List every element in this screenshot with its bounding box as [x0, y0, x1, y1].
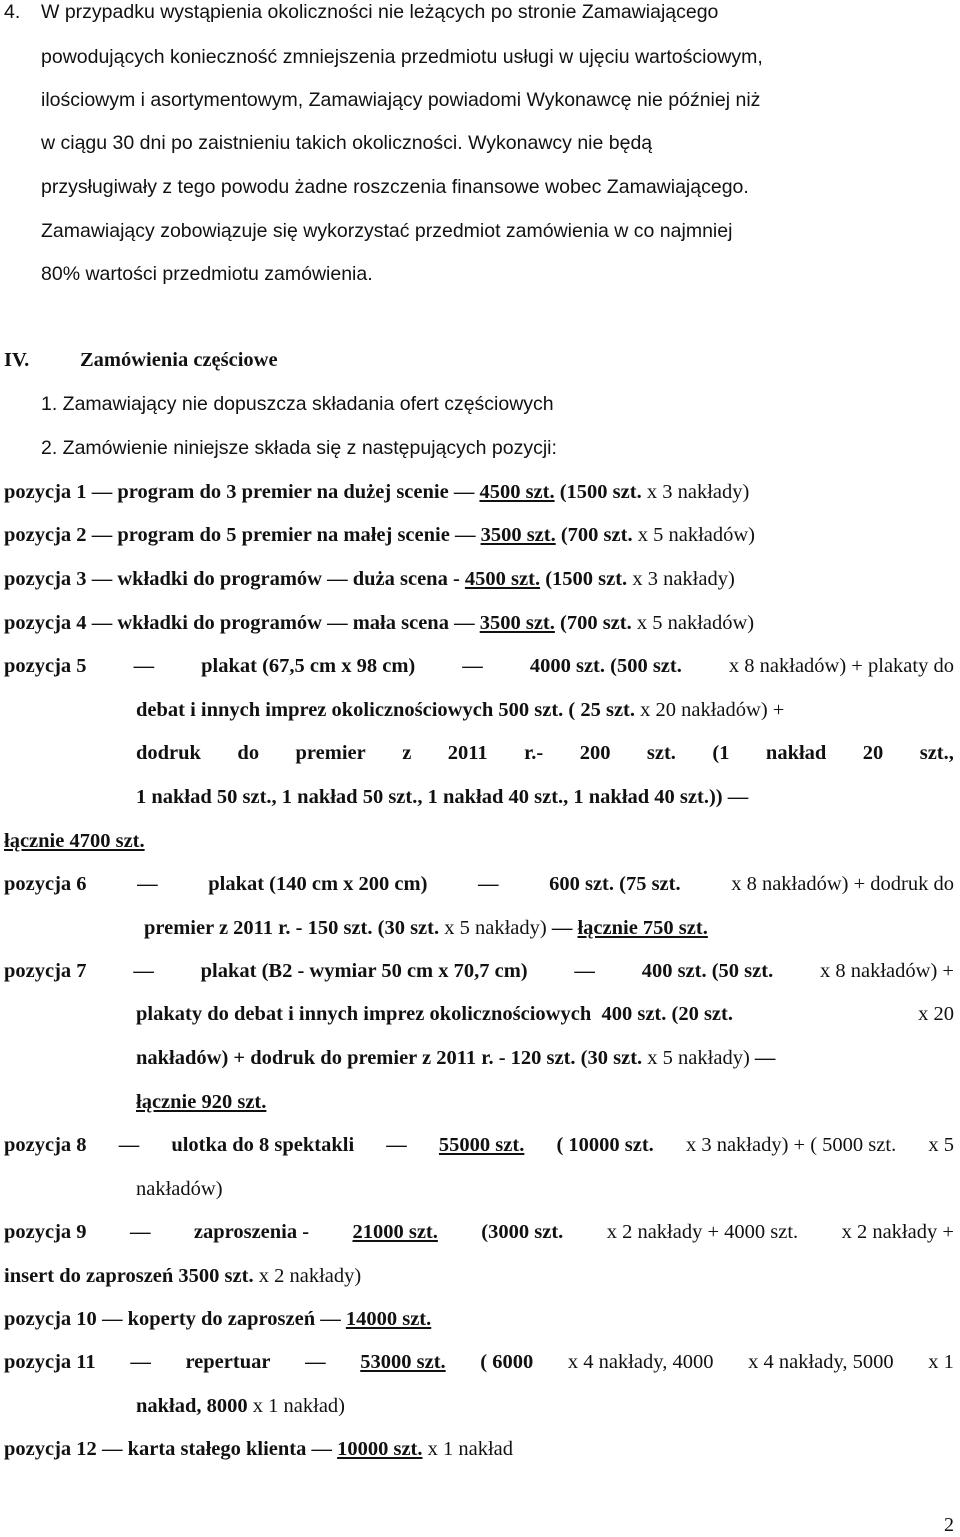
- position-tail: x 8 nakładów) + dodruk do: [731, 873, 954, 895]
- position-9-line-2: [4, 1264, 361, 1288]
- position-label: pozycja 1: [4, 481, 87, 503]
- position-qty: 3500 szt.: [479, 612, 555, 634]
- dash: —: [129, 1221, 151, 1243]
- position-8-line-1: [4, 1133, 954, 1157]
- position-5-total: łącznie 4700 szt.: [4, 830, 145, 852]
- section-iv-title: Zamówienia częściowe: [80, 349, 278, 371]
- position-7-line-2: [136, 1002, 954, 1026]
- section-4-line-3: ilościowym i asortymentowym, Zamawiający powiadomi Wykonawcę nie później niż: [41, 89, 761, 111]
- text-a: plakaty do debat i innych imprez okolicznościowych 400 szt. (20 szt.: [136, 1003, 733, 1025]
- position-mid: duża scena -: [352, 568, 460, 590]
- position-6-line-2: premier z 2011 r. - 150 szt. (30 szt. x 5 nakłady) — łącznie 750 szt.: [144, 917, 708, 939]
- section-4-number: 4.: [4, 1, 21, 23]
- position-mid: mała scena: [352, 612, 449, 634]
- dash: —: [133, 655, 155, 677]
- position-rest: ( 10000 szt.: [556, 1134, 654, 1156]
- position-label: pozycja 2: [4, 524, 87, 546]
- dash: —: [130, 1351, 151, 1373]
- position-qty: 14000 szt.: [345, 1308, 432, 1330]
- position-tail: x 8 nakładów) + plakaty do: [728, 655, 954, 677]
- position-desc: ulotka do 8 spektakli: [171, 1134, 355, 1156]
- position-5-line-2: [136, 698, 784, 722]
- position-5-line-4: 1 nakład 50 szt., 1 nakład 50 szt., 1 nakład 40 szt., 1 nakład 40 szt.)) —: [136, 786, 749, 808]
- position-label: pozycja 5: [4, 655, 87, 677]
- text-a: debat i innych imprez okolicznościowych 500 szt. ( 25: [136, 699, 601, 721]
- position-tail: x 2 nakłady +: [841, 1221, 954, 1243]
- text-a: nakładów) + dodruk do premier z 2011 r. - 120 szt. (30 szt.: [136, 1047, 643, 1069]
- word: (1: [712, 742, 730, 764]
- position-qty: 400 szt. (50 szt.: [641, 960, 774, 982]
- position-rest: (700 szt.: [560, 524, 633, 546]
- position-11-line-2: [136, 1394, 345, 1418]
- section-4-line-6: Zamawiający zobowiązuje się wykorzystać przedmiot zamówienia w co najmniej: [41, 220, 733, 242]
- text-a: x 4 nakłady, 4000: [567, 1351, 714, 1373]
- page-number: 2: [944, 1514, 954, 1536]
- position-label: pozycja 11: [4, 1351, 96, 1373]
- position-rest: ( 6000: [480, 1351, 534, 1373]
- position-qty: 10000 szt.: [337, 1438, 423, 1460]
- text-b: szt.: [605, 699, 635, 721]
- text-b: x 4 nakłady, 5000: [748, 1351, 894, 1373]
- word: dodruk: [136, 742, 201, 764]
- position-mid: x 3 nakłady) + ( 5000 szt.: [685, 1134, 897, 1156]
- section-4-line-1: [41, 0, 952, 24]
- position-qty: 53000 szt.: [360, 1351, 446, 1373]
- position-desc: karta stałego klienta: [127, 1438, 307, 1460]
- position-7-line-3: nakładów) + dodruk do premier z 2011 r. - 120 szt. (30 szt. x 5 nakłady) —: [136, 1047, 776, 1069]
- dash: —: [305, 1351, 326, 1373]
- word: do: [237, 742, 260, 764]
- position-qty: 4000 szt. (500 szt.: [529, 655, 682, 677]
- dash: —: [478, 873, 499, 895]
- text-c: x 20 nakładów) +: [640, 699, 785, 721]
- position-tail: x 8 nakładów) +: [820, 960, 954, 982]
- position-tail: x 5: [928, 1134, 954, 1156]
- position-desc: wkładki do programów: [117, 612, 322, 634]
- word: szt.: [646, 742, 676, 764]
- position-desc: plakat (67,5 cm x 98 cm): [201, 655, 416, 677]
- text-a: nakład, 8000: [136, 1395, 248, 1417]
- position-label: pozycja 10: [4, 1308, 97, 1330]
- word: 200: [579, 742, 611, 764]
- position-tail: x 5 nakładów): [637, 524, 755, 546]
- dash: —: [118, 1134, 140, 1156]
- section-4-line-7: 80% wartości przedmiotu zamówienia.: [41, 263, 373, 285]
- dash: —: [574, 960, 595, 982]
- position-tail: x 3 nakłady): [632, 568, 735, 590]
- position-5-line-1: [4, 654, 954, 678]
- word: r.-: [524, 742, 544, 764]
- word: nakład: [765, 742, 827, 764]
- section-iv-numeral: IV.: [4, 349, 30, 371]
- position-desc: koperty do zaproszeń: [127, 1308, 316, 1330]
- text-a: premier z 2011 r. - 150 szt. (30 szt.: [144, 917, 440, 939]
- section-4-line-2: powodujących konieczność zmniejszenia przedmiotu usługi w ujęciu wartościowym,: [41, 46, 763, 68]
- word: 2011: [447, 742, 488, 764]
- position-tail: x 1 nakład: [427, 1438, 514, 1460]
- position-desc: plakat (B2 - wymiar 50 cm x 70,7 cm): [200, 960, 528, 982]
- position-tail: x 5 nakładów): [636, 612, 755, 634]
- position-3-line: pozycja 3 — wkładki do programów — duża scena - 4500 szt. (1500 szt. x 3 nakłady): [4, 568, 735, 590]
- position-label: pozycja 3: [4, 568, 87, 590]
- position-desc: zaproszenia -: [193, 1221, 310, 1243]
- section-iv-point-2: 2. Zamówienie niniejsze składa się z następujących pozycji:: [41, 437, 557, 459]
- word: premier: [295, 742, 366, 764]
- position-qty: 4500 szt.: [464, 568, 541, 590]
- text-b: x 2 nakłady): [258, 1265, 362, 1287]
- position-10-line: pozycja 10 — koperty do zaproszeń — 14000 szt.: [4, 1308, 432, 1330]
- position-desc: repertuar: [185, 1351, 271, 1373]
- position-1-line: pozycja 1 — program do 3 premier na dużej scenie — 4500 szt. (1500 szt. x 3 nakłady): [4, 481, 750, 503]
- position-rest: (1500 szt.: [545, 568, 628, 590]
- text: 1 nakład 50 szt., 1 nakład 50 szt., 1 nakład 40 szt., 1 nakład 40 szt.)): [136, 786, 723, 808]
- text-a: insert do zaproszeń 3500 szt.: [4, 1265, 254, 1287]
- text-b: x 5 nakłady): [444, 917, 547, 939]
- position-label: pozycja 9: [4, 1221, 87, 1243]
- section-4-line-5: przysługiwały z tego powodu żadne roszczenia finansowe wobec Zamawiającego.: [41, 176, 749, 198]
- position-12-line: pozycja 12 — karta stałego klienta — 10000 szt. x 1 nakład: [4, 1438, 514, 1460]
- position-11-line-1: [4, 1350, 954, 1374]
- section-iv-point-1: 1. Zamawiający nie dopuszcza składania ofert częściowych: [41, 393, 554, 415]
- position-label: pozycja 7: [4, 960, 87, 982]
- position-qty: 3500 szt.: [480, 524, 556, 546]
- position-total: łącznie 750 szt.: [577, 917, 708, 939]
- text: W przypadku wystąpienia okoliczności nie leżących po stronie Zamawiającego: [41, 1, 719, 23]
- position-qty: 600 szt. (75 szt.: [549, 873, 681, 895]
- position-label: pozycja 4: [4, 612, 87, 634]
- text-b: x 5 nakłady): [647, 1047, 750, 1069]
- section-4-line-4: w ciągu 30 dni po zaistnieniu takich okoliczności. Wykonawcy nie będą: [41, 132, 653, 154]
- position-qty: 4500 szt.: [479, 481, 555, 503]
- word: 20: [862, 742, 884, 764]
- text-b: x 1 nakład): [252, 1395, 346, 1417]
- position-7-total: łącznie 920 szt.: [136, 1091, 267, 1113]
- position-4-line: pozycja 4 — wkładki do programów — mała scena — 3500 szt. (700 szt. x 5 nakładów): [4, 612, 755, 634]
- text-b: x 20: [918, 1003, 954, 1025]
- position-9-line-1: [4, 1220, 954, 1244]
- position-rest: (3000 szt.: [481, 1221, 564, 1243]
- word: szt.,: [919, 742, 954, 764]
- position-desc: program do 5 premier na małej scenie: [117, 524, 450, 546]
- position-2-line: pozycja 2 — program do 5 premier na małej scenie — 3500 szt. (700 szt. x 5 nakładów): [4, 524, 755, 546]
- position-desc: plakat (140 cm x 200 cm): [208, 873, 428, 895]
- dash: —: [462, 655, 483, 677]
- position-mid: x 2 nakłady + 4000 szt.: [606, 1221, 799, 1243]
- position-label: pozycja 8: [4, 1134, 87, 1156]
- position-desc: wkładki do programów: [117, 568, 322, 590]
- position-label: pozycja 6: [4, 873, 87, 895]
- position-rest: (1500 szt.: [559, 481, 642, 503]
- position-rest: (700 szt.: [560, 612, 632, 634]
- dash: —: [133, 960, 154, 982]
- position-tail: x 3 nakłady): [646, 481, 750, 503]
- position-7-line-1: [4, 959, 954, 983]
- word: z: [402, 742, 412, 764]
- text-c: x 1: [928, 1351, 954, 1373]
- position-6-line-1: [4, 872, 954, 896]
- position-8-line-2: nakładów): [136, 1178, 223, 1200]
- dash: —: [386, 1134, 407, 1156]
- position-qty: 21000 szt.: [352, 1221, 438, 1243]
- position-label: pozycja 12: [4, 1438, 97, 1460]
- position-qty: 55000 szt.: [438, 1134, 525, 1156]
- position-5-line-3: [136, 741, 954, 765]
- dash: —: [137, 873, 158, 895]
- position-desc: program do 3 premier na dużej scenie: [117, 481, 449, 503]
